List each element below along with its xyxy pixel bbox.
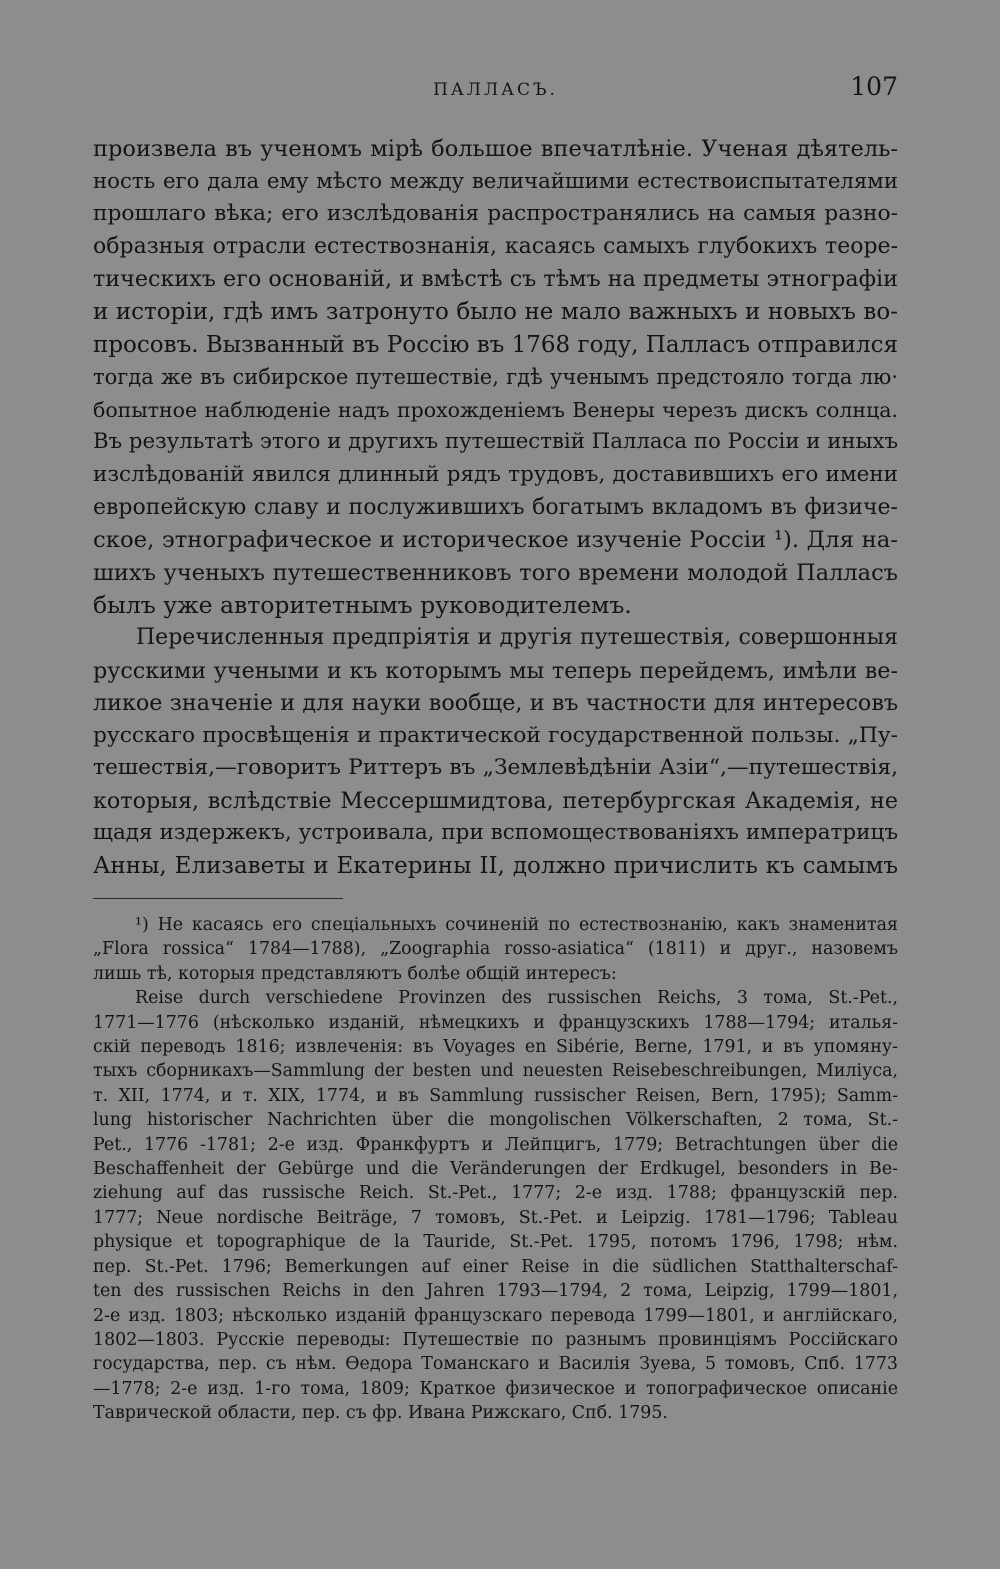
footnote-line: lung historischer Nachrichten über die mongolischen Völkerschaften, 2 тома, St.- xyxy=(93,1110,898,1131)
text-line: просовъ. Вызванный въ Россію въ 1768 году, Палласъ отправился xyxy=(93,331,898,358)
footnote-line: скій переводъ 1816; извлеченія: въ Voyages en Sibérie, Berne, 1791, и въ упомяну- xyxy=(93,1037,898,1058)
text-line: произвела въ ученомъ мірѣ большое впечатлѣніе. Ученая дѣятель- xyxy=(93,136,898,162)
text-line: которыя, вслѣдствіе Мессершмидтова, петербургская Академія, не xyxy=(93,787,898,814)
footnote-line: тыхъ сборникахъ—Sammlung der besten und neuesten Reisebeschreibungen, Миліуса, xyxy=(93,1061,898,1082)
footnote-line: Pet., 1776 -1781; 2-е изд. Франкфуртъ и Лейпцигъ, 1779; Betrachtungen über die xyxy=(93,1134,898,1155)
footnote-line: physique et topographique de la Tauride, St.-Pet. 1795, потомъ 1796, 1798; нѣм. xyxy=(93,1232,898,1253)
text-line: ность его дала ему мѣсто между величайшими естествоиспытателями xyxy=(93,168,898,194)
footnote-line: —1778; 2-е изд. 1-го тома, 1809; Краткое физическое и топографическое описаніе xyxy=(93,1378,898,1399)
text-line: образныя отрасли естествознанія, касаясь самыхъ глубокихъ теоре- xyxy=(93,233,898,259)
text-line: шихъ ученыхъ путешественниковъ того времени молодой Палласъ xyxy=(93,559,898,586)
footnote-line: ziehung auf das russische Reich. St.-Pet., 1777; 2-е изд. 1788; французскій пер. xyxy=(93,1183,898,1204)
text-line: и исторіи, гдѣ имъ затронуто было не мало важныхъ и новыхъ во- xyxy=(93,298,898,325)
footnote-line: ¹) Не касаясь его спеціальныхъ сочиненій по естествознанію, какъ знаменитая xyxy=(135,915,898,935)
text-line: изслѣдованій явился длинный рядъ трудовъ, доставившихъ его имени xyxy=(93,461,898,487)
text-line: Анны, Елизаветы и Екатерины II, должно причислить къ самымъ xyxy=(93,853,898,880)
text-line: ликое значеніе и для науки вообще, и въ частности для интересовъ xyxy=(93,690,898,717)
text-line: щадя издержекъ, устроивала, при вспомоществованіяхъ императрицъ xyxy=(93,820,898,846)
footnote-line: государства, пер. съ нѣм. Ѳедора Томанскаго и Василія Зуева, 5 томовъ, Спб. 1773 xyxy=(93,1354,898,1375)
text-line: европейскую славу и послужившихъ богатымъ вкладомъ въ физиче- xyxy=(93,494,898,520)
page-number: 107 xyxy=(850,72,898,101)
footnote-line: Beschaffenheit der Gebürge und die Veränderungen der Erdkugel, besonders in Be- xyxy=(93,1159,898,1180)
text-line: бопытное наблюденіе надъ прохожденіемъ Венеры черезъ дискъ солнца. xyxy=(93,397,898,422)
main-text xyxy=(93,133,898,883)
text-line: Въ результатѣ этого и другихъ путешествій Палласа по Россіи и иныхъ xyxy=(93,429,898,455)
footnote-line: 1777; Neue nordische Beiträge, 7 томовъ, St.-Pet. и Leipzig. 1781—1796; Tableau xyxy=(93,1207,898,1228)
running-title: ПАЛЛАСЪ. xyxy=(433,80,558,100)
text-line: тогда же въ сибирское путешествіе, гдѣ ученымъ предстояло тогда лю· xyxy=(93,365,898,390)
text-line: русскаго просвѣщенія и практической государственной пользы. „Пу- xyxy=(93,722,898,748)
footnote-line: Reise durch verschiedene Provinzen des russischen Reichs, 3 тома, St.-Pet., xyxy=(135,988,898,1009)
footnote-separator xyxy=(93,898,343,899)
footnote-line: „Flora rossica“ 1784—1788), „Zoographia rosso-asiatica“ (1811) и друг., назовемъ xyxy=(93,939,898,960)
footnote-line: Таврической области, пер. съ фр. Ивана Рижскаго, Спб. 1795. xyxy=(93,1403,668,1424)
text-line: прошлаго вѣка; его изслѣдованія распространялись на самыя разно- xyxy=(93,201,898,227)
text-line: тическихъ его основаній, и вмѣстѣ съ тѣмъ на предметы этнографіи xyxy=(93,266,898,293)
text-line: русскими учеными и къ которымъ мы теперь перейдемъ, имѣли ве- xyxy=(93,657,898,684)
footnote-line: пер. St.-Pet. 1796; Bemerkungen auf einer Reise in die südlichen Statthalterschaf- xyxy=(93,1256,898,1277)
footnotes xyxy=(93,913,898,1426)
footnote-line: 1771—1776 (нѣсколько изданій, нѣмецкихъ и французскихъ 1788—1794; италья- xyxy=(93,1012,898,1033)
page-header xyxy=(93,72,898,106)
footnote-line: т. XII, 1774, и т. XIX, 1774, и въ Sammlung russischer Reisen, Bern, 1795); Samm- xyxy=(93,1085,898,1106)
text-line: тешествія,—говоритъ Риттеръ въ „Землевѣдѣніи Азіи“,—путешествія, xyxy=(93,755,898,781)
footnote-line: лишь тѣ, которыя представляютъ болѣе общій интересъ: xyxy=(93,963,617,984)
text-line: Перечисленныя предпріятія и другія путешествія, совершонныя xyxy=(136,624,898,650)
footnote-line: 2-е изд. 1803; нѣсколько изданій французскаго перевода 1799—1801, и англійскаго, xyxy=(93,1305,898,1326)
footnote-line: ten des russischen Reichs in den Jahren 1793—1794, 2 тома, Leipzig, 1799—1801, xyxy=(93,1281,898,1302)
text-line: ское, этнографическое и историческое изученіе Россіи ¹). Для на- xyxy=(93,527,898,554)
footnote-line: 1802—1803. Русскіе переводы: Путешествіе по разнымъ провинціямъ Россійскаго xyxy=(93,1329,898,1350)
text-line: былъ уже авторитетнымъ руководителемъ. xyxy=(93,591,632,620)
